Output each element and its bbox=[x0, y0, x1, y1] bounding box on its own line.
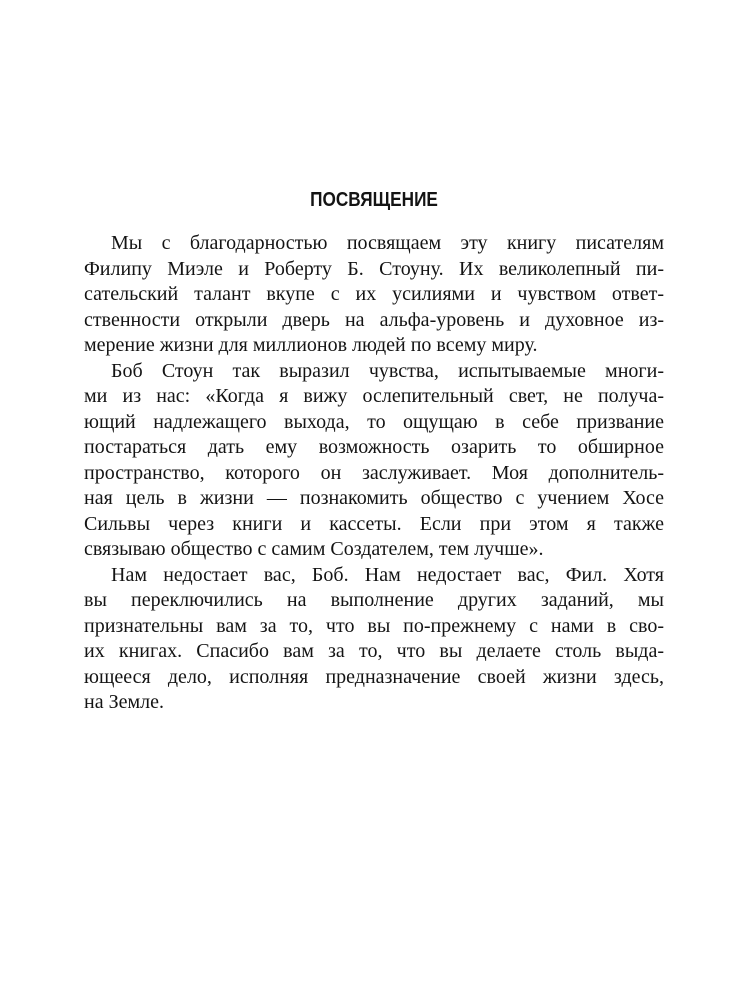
text-line: ющееся дело, исполняя предназначение своей жизни здесь, bbox=[84, 665, 664, 688]
text-line: на Земле. bbox=[84, 691, 164, 713]
text-line: ми из нас: «Когда я вижу ослепительный свет, не получа- bbox=[84, 385, 664, 407]
text-line: сательский талант вкупе с их усилиями и чувством ответ- bbox=[84, 283, 664, 305]
text-line: пространство, которого он заслуживает. Моя дополнитель- bbox=[84, 461, 664, 484]
text-line: Филипу Миэле и Роберту Б. Стоуну. Их великолепный пи- bbox=[84, 257, 664, 280]
page-title: ПОСВЯЩЕНИЕ bbox=[310, 189, 438, 211]
paragraph-3 bbox=[84, 563, 664, 716]
text-line: постараться дать ему возможность озарить то обширное bbox=[84, 436, 664, 458]
text-line: вы переключились на выполнение других заданий, мы bbox=[84, 589, 664, 611]
text-line: Мы с благодарностью посвящаем эту книгу писателям bbox=[111, 232, 664, 254]
text-line: Боб Стоун так выразил чувства, испытываемые многи- bbox=[111, 359, 664, 382]
text-line: мерение жизни для миллионов людей по всему миру. bbox=[84, 334, 538, 356]
dedication-text bbox=[84, 231, 664, 716]
text-line: Сильвы через книги и кассеты. Если при этом я также bbox=[84, 512, 664, 535]
text-line: Нам недостает вас, Боб. Нам недостает вас, Фил. Хотя bbox=[111, 563, 664, 586]
text-line: их книгах. Спасибо вам за то, что вы делаете столь выда- bbox=[84, 640, 664, 662]
text-line: ная цель в жизни — познакомить общество с учением Хосе bbox=[84, 487, 664, 509]
text-line: связываю общество с самим Создателем, тем лучше». bbox=[84, 538, 544, 560]
text-line: ющий надлежащего выхода, то ощущаю в себе призвание bbox=[84, 410, 664, 433]
paragraph-1 bbox=[84, 231, 664, 359]
text-line: ственности открыли дверь на альфа-уровень и духовное из- bbox=[84, 308, 664, 331]
paragraph-2 bbox=[84, 359, 664, 563]
text-line: признательны вам за то, что вы по-прежнему с нами в сво- bbox=[84, 614, 664, 637]
